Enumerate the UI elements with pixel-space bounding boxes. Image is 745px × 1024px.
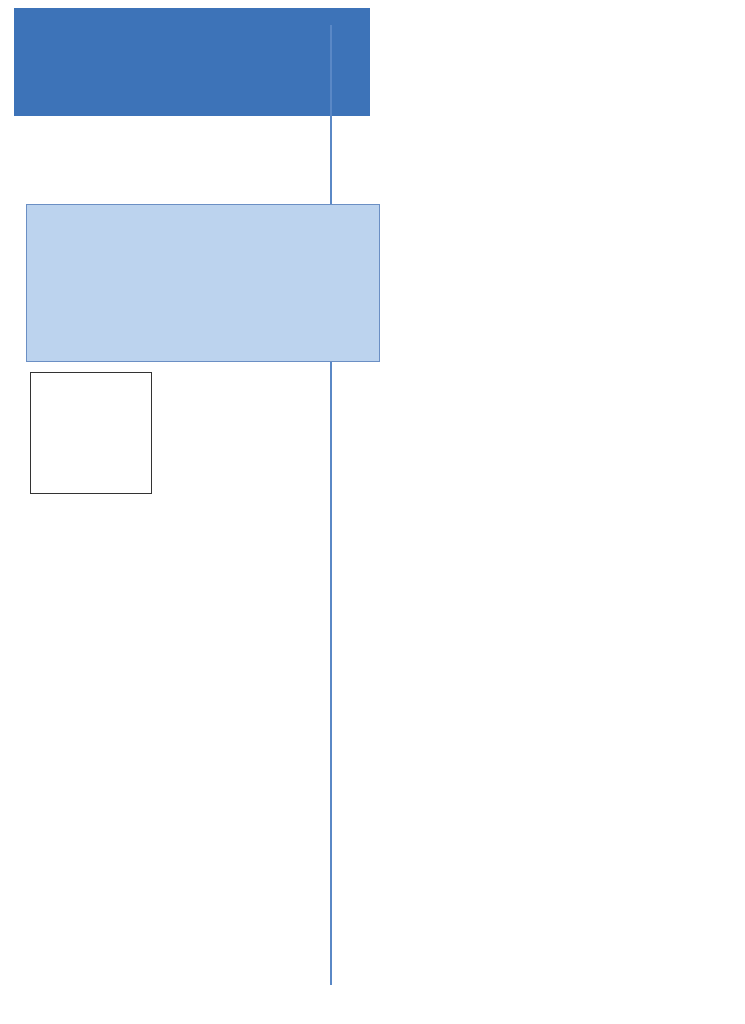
left-column-text (30, 500, 156, 690)
solutions-col-a (340, 408, 520, 983)
column-rule (330, 25, 332, 985)
solutions-col-b (530, 392, 722, 983)
middle-column-text (172, 370, 324, 688)
header-band (14, 8, 370, 116)
tourney-box (26, 204, 380, 362)
kegel-diagram (30, 372, 152, 494)
